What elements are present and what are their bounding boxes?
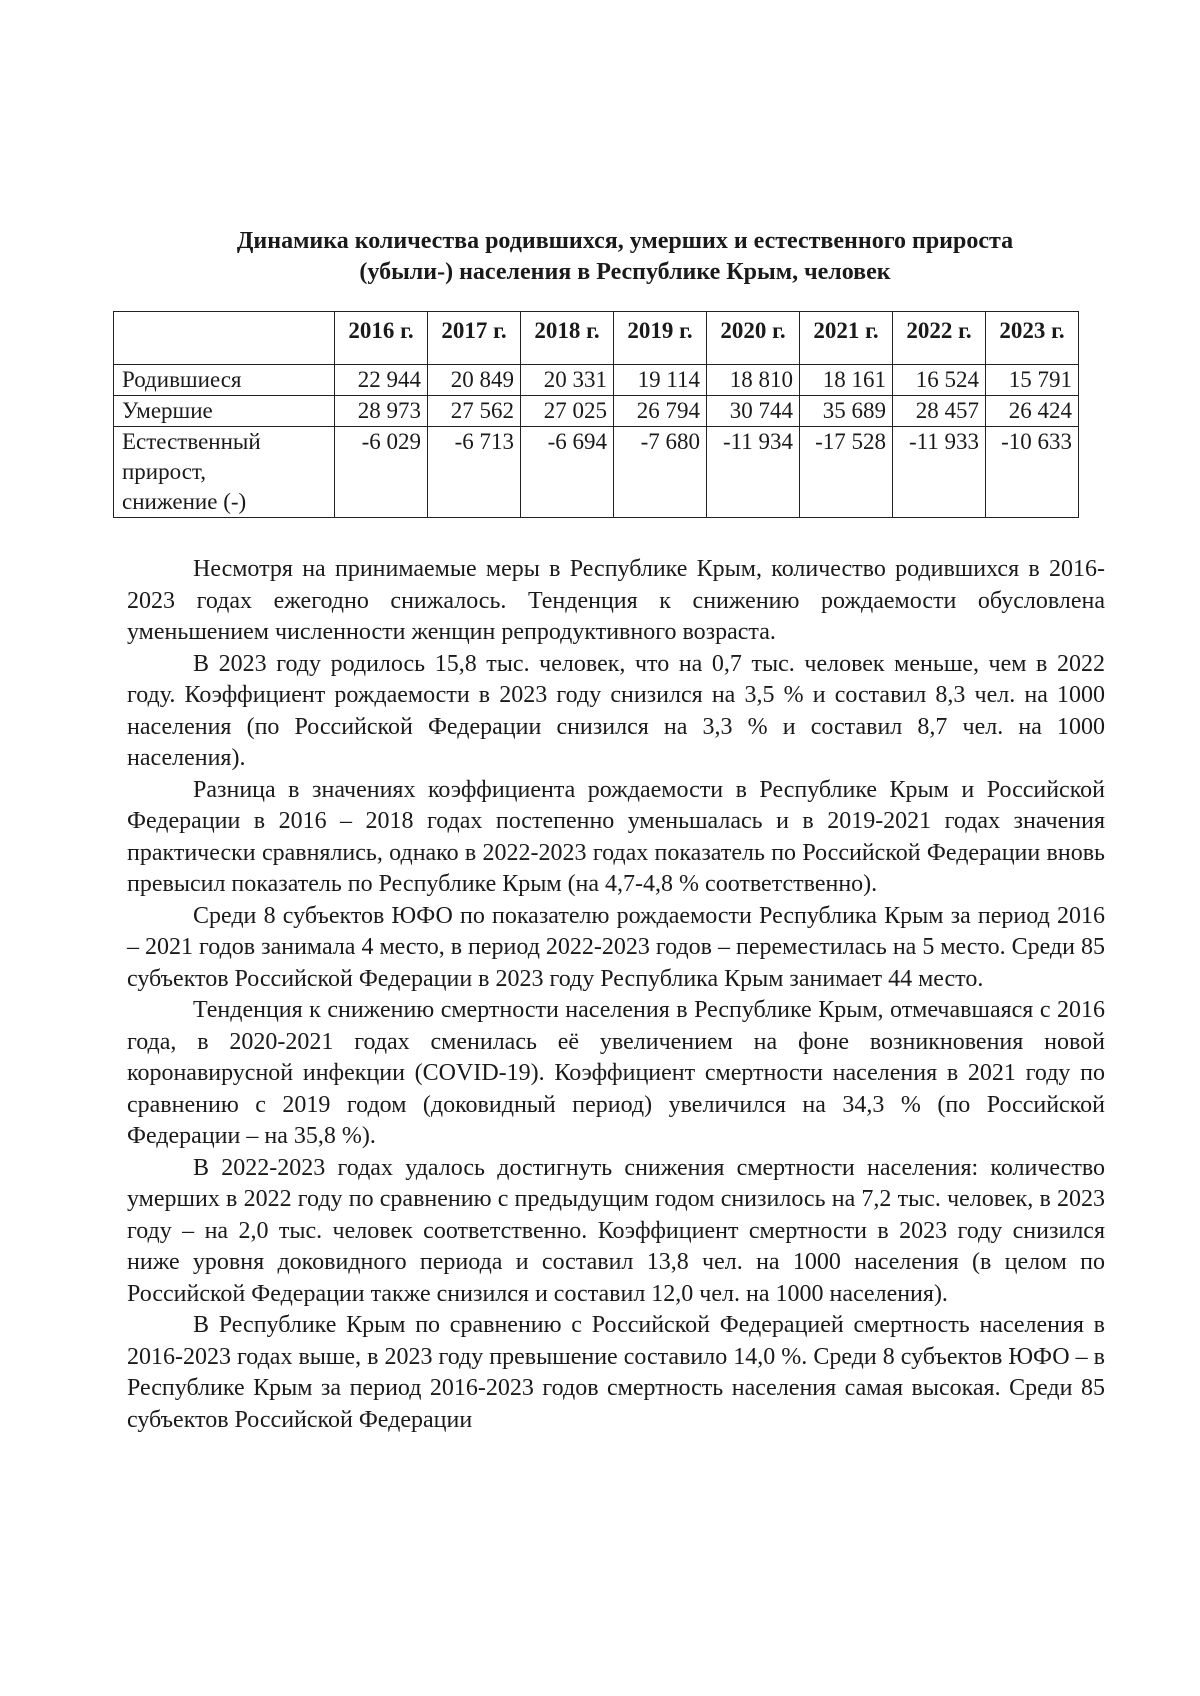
table-cell: 15 791 [986, 365, 1079, 396]
table-title [150, 226, 1100, 288]
paragraph: Разница в значениях коэффициента рождаемости в Республике Крым и Российской Федерации в 2016 – 2018 годах постепенно уменьшалась и в 2019-2021 годах значения практически сравнялись, однако в 2022-2023 годах показатель по Российской Федерации вновь превысил показатель по Республике Крым (на 4,7-4,8 % соответственно). [127, 776, 1105, 897]
header-year: 2020 г. [707, 312, 800, 365]
table-cell: 28 457 [893, 396, 986, 427]
header-year: 2019 г. [614, 312, 707, 365]
table-cell: 35 689 [800, 396, 893, 427]
table-cell: 26 424 [986, 396, 1079, 427]
row-label [114, 427, 335, 518]
table-row-births [114, 365, 1079, 396]
paragraph: В Республике Крым по сравнению с Российской Федерацией смертность населения в 2016-2023 годах выше, в 2023 году превышение составило 14,0 %. Среди 8 субъектов ЮФО – в Республике Крым за период 2016-2023 годов смертность населения самая высокая. Среди 85 субъектов Российской Федерации [127, 1312, 1105, 1433]
paragraph: В 2022-2023 годах удалось достигнуть снижения смертности населения: количество умерших в 2022 году по сравнению с предыдущим годом снизилось на 7,2 тыс. человек, в 2023 году – на 2,0 тыс. человек соответственно. Коэффициент смертности в 2023 году снизился ниже уровня доковидного периода и составил 13,8 чел. на 1000 населения (в целом по Российской Федерации также снизился и составил 12,0 чел. на 1000 населения). [127, 1154, 1105, 1307]
paragraph: В 2023 году родилось 15,8 тыс. человек, что на 0,7 тыс. человек меньше, чем в 2022 году. Коэффициент рождаемости в 2023 году снизился на 3,5 % и составил 8,3 чел. на 1000 населения (по Российской Федерации снизился на 3,3 % и составил 8,7 чел. на 1000 населения). [127, 650, 1105, 771]
table-cell: 28 973 [335, 396, 428, 427]
table-cell: 19 114 [614, 365, 707, 396]
table-cell: 18 161 [800, 365, 893, 396]
table-cell: 26 794 [614, 396, 707, 427]
table-cell: 27 562 [428, 396, 521, 427]
row-label-line: Естественный [122, 429, 261, 454]
table-cell: -7 680 [614, 427, 707, 518]
table-cell: -10 633 [986, 427, 1079, 518]
header-year: 2023 г. [986, 312, 1079, 365]
table-title-line-1: Динамика количества родившихся, умерших и естественного прироста [236, 228, 1014, 254]
table-cell: 30 744 [707, 396, 800, 427]
row-label: Умершие [114, 396, 335, 427]
table-cell: -17 528 [800, 427, 893, 518]
row-label: Родившиеся [114, 365, 335, 396]
table-row-deaths [114, 396, 1079, 427]
population-dynamics-table [113, 311, 1079, 518]
table-cell: -6 713 [428, 427, 521, 518]
paragraph: Тенденция к снижению смертности населения в Республике Крым, отмечавшаяся с 2016 года, в 2020-2021 годах сменилась её увеличением на фоне возникновения новой коронавирусной инфекции (COVID-19). Коэффициент смертности населения в 2021 году по сравнению с 2019 годом (доковидный период) увеличился на 34,3 % (по Российской Федерации – на 35,8 %). [127, 997, 1105, 1149]
body-text [127, 554, 1105, 1436]
header-year: 2021 г. [800, 312, 893, 365]
table-header-row [114, 312, 1079, 365]
row-label-line: снижение (-) [122, 489, 247, 514]
header-year: 2022 г. [893, 312, 986, 365]
table-cell: 20 331 [521, 365, 614, 396]
table-cell: -6 029 [335, 427, 428, 518]
table-cell: -11 934 [707, 427, 800, 518]
table-cell: -6 694 [521, 427, 614, 518]
row-label-line: прирост, [122, 459, 206, 484]
table-row-natural-growth [114, 427, 1079, 518]
table-title-line-2: (убыли-) населения в Республике Крым, человек [359, 259, 891, 285]
paragraph: Среди 8 субъектов ЮФО по показателю рождаемости Республика Крым за период 2016 – 2021 годов занимала 4 место, в период 2022-2023 годов – переместилась на 5 место. Среди 85 субъектов Российской Федерации в 2023 году Республика Крым занимает 44 место. [127, 902, 1105, 992]
header-year: 2018 г. [521, 312, 614, 365]
table-cell: -11 933 [893, 427, 986, 518]
header-year: 2016 г. [335, 312, 428, 365]
header-empty-cell [114, 312, 335, 365]
table-cell: 27 025 [521, 396, 614, 427]
paragraph: Несмотря на принимаемые меры в Республике Крым, количество родившихся в 2016-2023 годах ежегодно снижалось. Тенденция к снижению рождаемости обусловлена уменьшением численности женщин репродуктивного возраста. [127, 556, 1105, 645]
table-cell: 18 810 [707, 365, 800, 396]
table-cell: 16 524 [893, 365, 986, 396]
table-cell: 20 849 [428, 365, 521, 396]
header-year: 2017 г. [428, 312, 521, 365]
table-cell: 22 944 [335, 365, 428, 396]
